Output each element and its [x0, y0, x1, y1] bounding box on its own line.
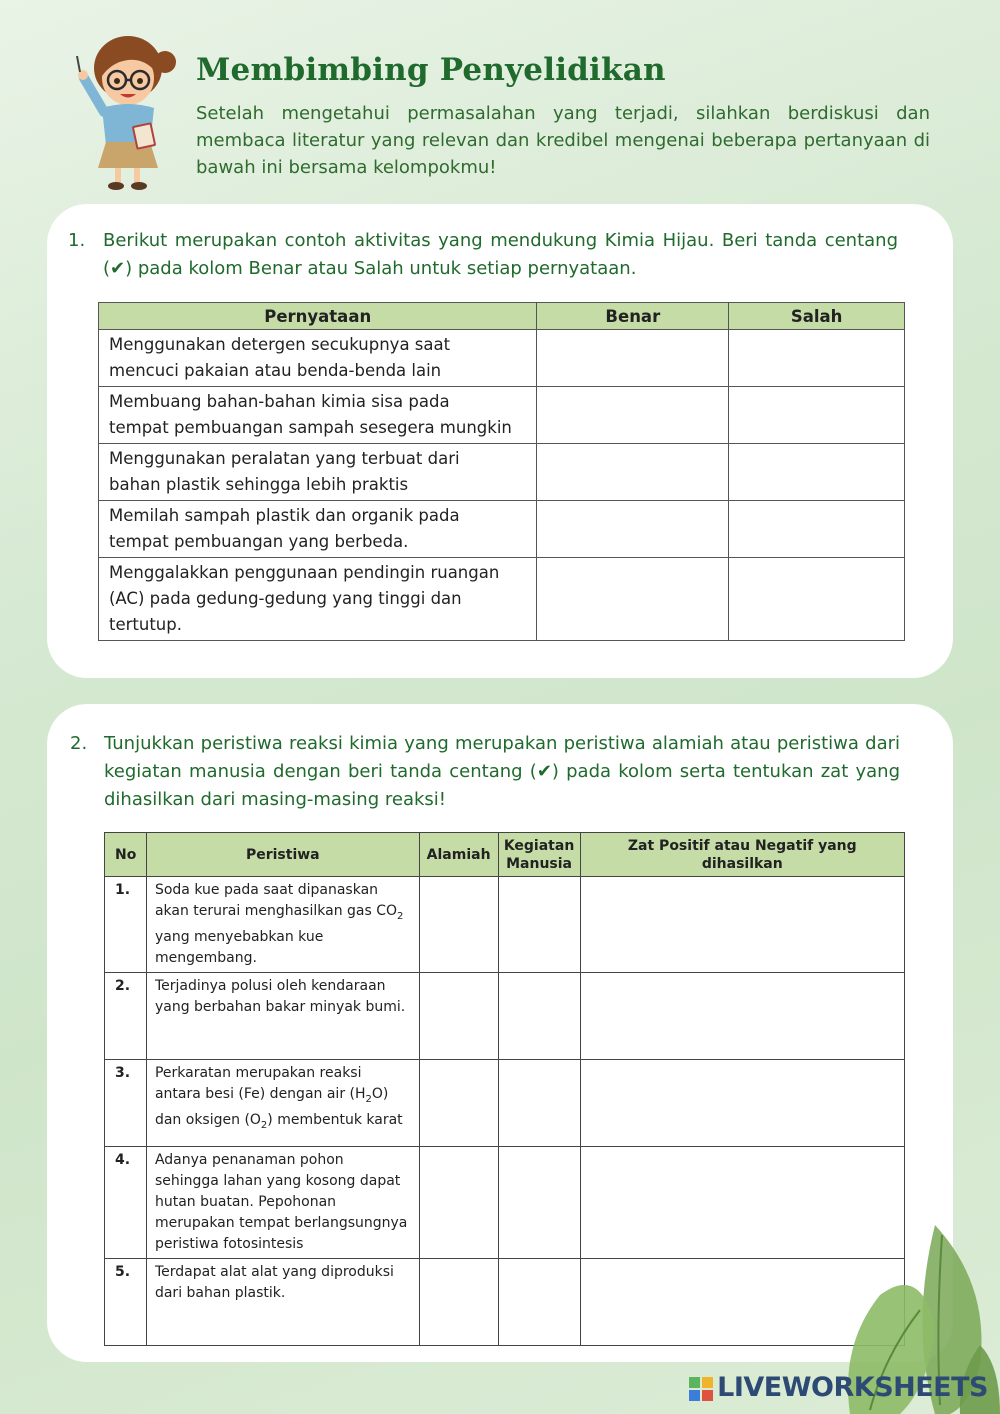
question-text: Berikut merupakan contoh aktivitas yang mendukung Kimia Hijau. Beri tanda centang (✔) pada kolom Benar atau Salah untuk setiap pernyataan.	[103, 230, 898, 279]
salah-checkbox-cell[interactable]	[729, 387, 905, 444]
benar-checkbox-cell[interactable]	[537, 330, 729, 387]
salah-checkbox-cell[interactable]	[729, 444, 905, 501]
kegiatan-manusia-checkbox-cell[interactable]	[498, 1258, 580, 1345]
col-header-kegiatan-manusia: Kegiatan Manusia	[498, 833, 580, 877]
table-row	[105, 972, 905, 1059]
salah-checkbox-cell[interactable]	[729, 558, 905, 641]
event-cell: Terdapat alat alat yang diproduksi dari bahan plastik.	[146, 1258, 419, 1345]
zat-answer-cell[interactable]	[580, 877, 904, 973]
alamiah-checkbox-cell[interactable]	[419, 877, 498, 973]
page-title: Membimbing Penyelidikan	[196, 52, 666, 88]
col-header-zat: Zat Positif atau Negatif yang dihasilkan	[580, 833, 904, 877]
statement-table	[98, 302, 905, 641]
row-number: 5.	[105, 1258, 147, 1345]
row-number: 4.	[105, 1146, 147, 1258]
benar-checkbox-cell[interactable]	[537, 387, 729, 444]
table-row	[105, 1059, 905, 1146]
question-2	[70, 730, 900, 814]
table-row	[99, 330, 905, 387]
table-row	[99, 444, 905, 501]
col-header-alamiah: Alamiah	[419, 833, 498, 877]
event-cell: Soda kue pada saat dipanaskan akan terurai menghasilkan gas $CO_2$ yang menyebabkan kue mengembang.	[146, 877, 419, 973]
question-text: Tunjukkan peristiwa reaksi kimia yang merupakan peristiwa alamiah atau peristiwa dari kegiatan manusia dengan beri tanda centang (✔) pada kolom serta tentukan zat yang dihasilkan dari masing-masing reaksi!	[104, 733, 900, 810]
brand-name: LIVEWORKSHEETS	[717, 1372, 988, 1403]
table-row	[99, 387, 905, 444]
question-number: 1.	[68, 230, 86, 251]
statement-cell: Menggunakan detergen secukupnya saat mencuci pakaian atau benda-benda lain	[99, 330, 537, 387]
zat-answer-cell[interactable]	[580, 1059, 904, 1146]
alamiah-checkbox-cell[interactable]	[419, 972, 498, 1059]
event-cell: Adanya penanaman pohon sehingga lahan yang kosong dapat hutan buatan. Pepohonan merupakan tempat berlangsungnya peristiwa fotosintesis	[146, 1146, 419, 1258]
benar-checkbox-cell[interactable]	[537, 444, 729, 501]
alamiah-checkbox-cell[interactable]	[419, 1258, 498, 1345]
statement-cell: Membuang bahan-bahan kimia sisa pada tempat pembuangan sampah sesegera mungkin	[99, 387, 537, 444]
col-header-benar: Benar	[537, 303, 729, 330]
col-header-salah: Salah	[729, 303, 905, 330]
question-number: 2.	[70, 733, 88, 754]
alamiah-checkbox-cell[interactable]	[419, 1146, 498, 1258]
zat-answer-cell[interactable]	[580, 972, 904, 1059]
benar-checkbox-cell[interactable]	[537, 501, 729, 558]
reaction-table	[104, 832, 905, 1346]
statement-cell: Memilah sampah plastik dan organik pada tempat pembuangan yang berbeda.	[99, 501, 537, 558]
statement-cell: Menggalakkan penggunaan pendingin ruangan (AC) pada gedung-gedung yang tinggi dan tertutup.	[99, 558, 537, 641]
benar-checkbox-cell[interactable]	[537, 558, 729, 641]
table-row	[105, 1146, 905, 1258]
table-row	[99, 558, 905, 641]
event-cell: Terjadinya polusi oleh kendaraan yang berbahan bakar minyak bumi.	[146, 972, 419, 1059]
liveworksheets-logo	[689, 1372, 988, 1403]
brand-icon	[689, 1377, 713, 1401]
col-header-no: No	[105, 833, 147, 877]
col-header-peristiwa: Peristiwa	[146, 833, 419, 877]
event-cell: Perkaratan merupakan reaksi antara besi (Fe) dengan air $(H_2O)$ dan oksigen $(O_2)$ membentuk karat	[146, 1059, 419, 1146]
salah-checkbox-cell[interactable]	[729, 330, 905, 387]
alamiah-checkbox-cell[interactable]	[419, 1059, 498, 1146]
kegiatan-manusia-checkbox-cell[interactable]	[498, 972, 580, 1059]
row-number: 2.	[105, 972, 147, 1059]
salah-checkbox-cell[interactable]	[729, 501, 905, 558]
kegiatan-manusia-checkbox-cell[interactable]	[498, 1059, 580, 1146]
row-number: 1.	[105, 877, 147, 973]
kegiatan-manusia-checkbox-cell[interactable]	[498, 877, 580, 973]
question-1	[68, 227, 898, 283]
table-row	[105, 1258, 905, 1345]
row-number: 3.	[105, 1059, 147, 1146]
intro-text: Setelah mengetahui permasalahan yang terjadi, silahkan berdiskusi dan membaca literatur yang relevan dan kredibel mengenai beberapa pertanyaan di bawah ini bersama kelompokmu!	[196, 103, 930, 178]
teacher-illustration	[70, 20, 190, 195]
kegiatan-manusia-checkbox-cell[interactable]	[498, 1146, 580, 1258]
col-header-pernyataan: Pernyataan	[99, 303, 537, 330]
statement-cell: Menggunakan peralatan yang terbuat dari bahan plastik sehingga lebih praktis	[99, 444, 537, 501]
table-row	[99, 501, 905, 558]
table-row	[105, 877, 905, 973]
